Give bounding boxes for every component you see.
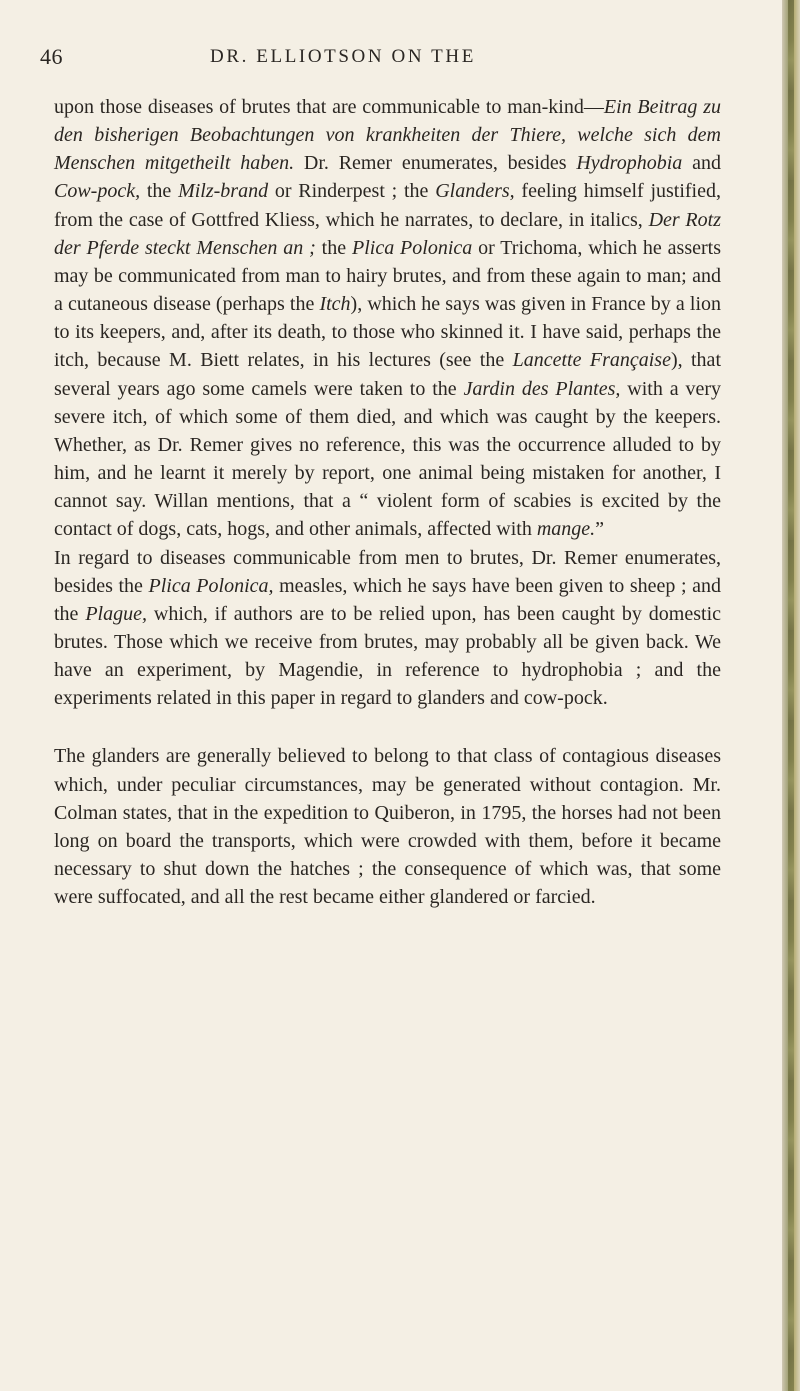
text-run: the bbox=[315, 236, 352, 259]
page-header bbox=[40, 44, 730, 74]
italic-text: Der Rotz der Pferde steckt Menschen an ; bbox=[54, 208, 721, 259]
body-text bbox=[54, 93, 721, 911]
italic-text: Hydrophobia bbox=[576, 152, 683, 175]
text-run: ), which he says was given in France by a lion to its keepers, and, after its death, to those who skinned it. I have said, perhaps the itch, because M. Biett relates, in his lectures (see the bbox=[54, 293, 721, 372]
paragraph-glanders bbox=[54, 742, 721, 911]
italic-text: Ein Beitrag zu den bisherigen Beobachtungen von krankheiten der Thiere, welche sich dem Menschen mitgetheilt haben. bbox=[54, 96, 722, 175]
italic-text: Cow-pock, bbox=[54, 180, 141, 203]
text-run: The glanders are generally believed to belong to that class of contagious diseases which, under peculiar circumstances, may be generated without contagion. Mr. Colman states, that in the expedition to Quiberon, in 1795, the horses had not been long on board the transports, which were crowded with them, before it became necessary to shut down the hatches ; the consequence of which was, that some were suffocated, and all the rest became either glandered or farcied. bbox=[54, 745, 721, 909]
text-run: measles, which he says have been given to sheep ; and the bbox=[54, 574, 721, 625]
running-title: DR. ELLIOTSON ON THE bbox=[210, 46, 476, 67]
italic-text: Jardin des Plantes, bbox=[463, 377, 621, 400]
italic-text: Plica Polonica, bbox=[148, 574, 274, 597]
italic-text: Itch bbox=[319, 293, 351, 316]
text-run: which, if authors are to be relied upon, has been caught by domestic brutes. Those which we receive from brutes, may probably all be given back. We have an experiment, by Magendie, in reference to hydrophobia ; and the experiments related in this paper in regard to glanders and cow-pock. bbox=[54, 602, 722, 710]
italic-text: Plica Polonica bbox=[351, 236, 473, 259]
italic-text: Milz-brand bbox=[178, 180, 269, 203]
text-run: ), that several years ago some camels were taken to the bbox=[54, 349, 721, 400]
binding-shadow bbox=[788, 0, 794, 1391]
paragraph-men-to-brutes bbox=[54, 544, 721, 713]
text-run: with a very severe itch, of which some of them died, and which was caught by the keepers. Whether, as Dr. Remer gives no reference, this was the occurrence alluded to by him, and he learnt it merely by report, one animal being mistaken for another, I cannot say. Willan mentions, that a “ violent form of scabies is excited by the contact of dogs, cats, hogs, and other animals, affected with bbox=[54, 377, 722, 541]
italic-text: Lancette Française bbox=[512, 349, 671, 372]
italic-text: Glanders, bbox=[435, 180, 515, 203]
paragraph-gap bbox=[54, 712, 721, 742]
text-run: feeling himself justified, from the case of Gottfred Kliess, which he narrates, to declare, in italics, bbox=[54, 180, 721, 231]
italic-text: Plague, bbox=[85, 602, 147, 625]
paragraph-diseases-of-brutes bbox=[54, 93, 721, 544]
text-run: or Trichoma, which he asserts may be communicated from man to hairy brutes, and from these again to man; and a cutaneous disease (perhaps the bbox=[54, 236, 721, 316]
text-run: the bbox=[140, 180, 179, 203]
text-run: Dr. Remer enumerates, besides bbox=[294, 152, 577, 175]
page-number: 46 bbox=[40, 44, 63, 69]
text-run: or Rinderpest ; the bbox=[268, 180, 436, 203]
italic-text: mange. bbox=[536, 518, 596, 541]
text-run: ” bbox=[595, 518, 605, 541]
text-run: and bbox=[682, 152, 721, 175]
text-run: In regard to diseases communicable from men to brutes, Dr. Remer enumerates, besides the bbox=[54, 546, 721, 597]
text-run: upon those diseases of brutes that are communicable to man-kind— bbox=[54, 96, 604, 118]
